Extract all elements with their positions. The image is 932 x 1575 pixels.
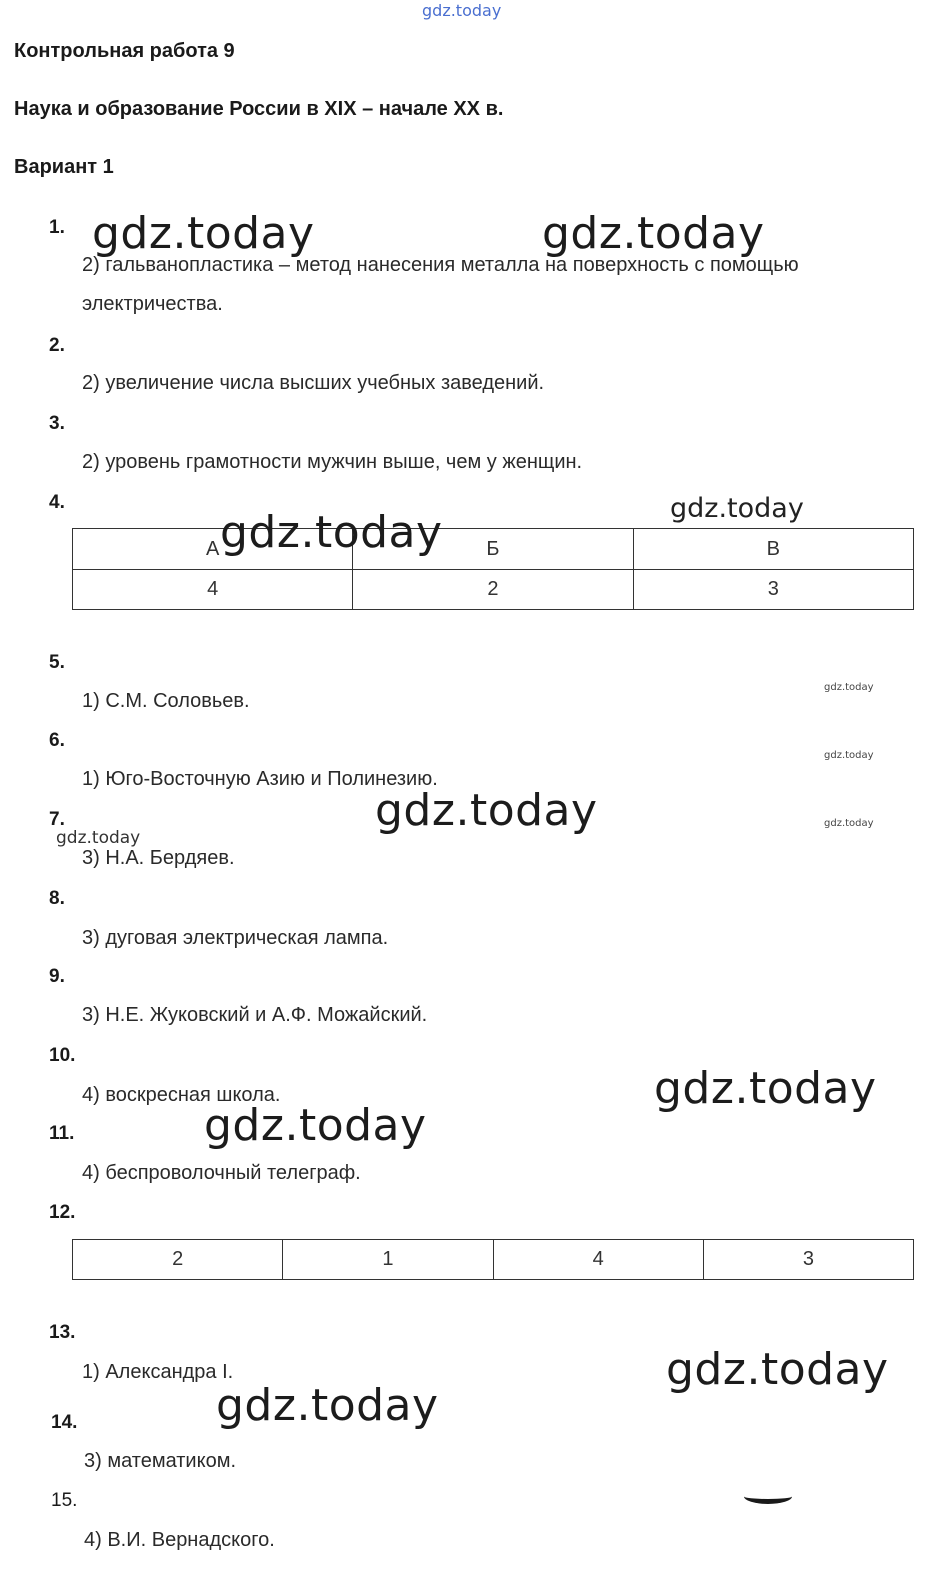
answer-text: 2) уровень грамотности мужчин выше, чем у женщин. [82, 451, 583, 473]
table-cell: 4 [73, 570, 353, 610]
topic-title: Наука и образование России в XIX – начале XX в. [14, 98, 504, 120]
answer-text: 3) Н.А. Бердяев. [82, 847, 235, 869]
question-number: 9. [49, 966, 65, 987]
question-number: 1. [49, 217, 65, 238]
watermark: gdz.today [670, 493, 804, 524]
answer-table-12 [72, 1239, 914, 1280]
watermark: gdz.today [220, 507, 443, 558]
question-number: 10. [49, 1045, 76, 1066]
watermark: gdz.today [654, 1063, 877, 1114]
watermark: gdz.today [666, 1344, 889, 1395]
answer-text: 2) увеличение числа высших учебных заведений. [82, 372, 545, 394]
work-title: Контрольная работа 9 [14, 40, 235, 62]
table-header-cell: В [633, 529, 913, 570]
answer-text: 3) математиком. [84, 1450, 237, 1472]
question-number: 6. [49, 730, 65, 751]
watermark: gdz.today [56, 828, 141, 848]
table-cell: 3 [633, 570, 913, 610]
answer-text: 1) С.М. Соловьев. [82, 690, 250, 712]
table-cell: 4 [493, 1240, 703, 1280]
answer-text: 4) воскресная школа. [82, 1084, 281, 1106]
question-number: 7. [49, 809, 65, 830]
table-cell: 2 [73, 1240, 283, 1280]
table-cell: 1 [283, 1240, 493, 1280]
watermark: gdz.today [92, 208, 315, 259]
watermark-small: gdz.today [824, 682, 874, 693]
watermark: gdz.today [375, 785, 598, 836]
variant-label: Вариант 1 [14, 156, 114, 178]
answer-text-continued: электричества. [82, 293, 223, 315]
question-number: 3. [49, 413, 65, 434]
question-number: 12. [49, 1202, 76, 1223]
question-number: 15. [51, 1490, 78, 1511]
watermark: gdz.today [204, 1100, 427, 1151]
table-cell: 2 [353, 570, 633, 610]
table-header-cell: А [73, 529, 353, 570]
watermark-top: gdz.today [422, 1, 502, 20]
question-number: 11. [49, 1123, 75, 1144]
question-number: 13. [49, 1322, 76, 1343]
question-number: 14. [51, 1412, 78, 1433]
decorative-stroke [744, 1489, 792, 1504]
answer-text: 2) гальванопластика – метод нанесения металла на поверхность с помощью [82, 254, 799, 276]
answer-text: 3) дуговая электрическая лампа. [82, 927, 389, 949]
question-number: 5. [49, 652, 65, 673]
answer-table-4 [72, 528, 914, 610]
answer-text: 4) беспроволочный телеграф. [82, 1162, 361, 1184]
answer-text: 1) Александра I. [82, 1361, 234, 1383]
watermark-small: gdz.today [824, 750, 874, 761]
question-number: 2. [49, 335, 65, 356]
answer-text: 4) В.И. Вернадского. [84, 1529, 275, 1551]
answer-text: 3) Н.Е. Жуковский и А.Ф. Можайский. [82, 1004, 428, 1026]
question-number: 8. [49, 888, 65, 909]
watermark: gdz.today [216, 1380, 439, 1431]
watermark-small: gdz.today [824, 818, 874, 829]
answer-text: 1) Юго-Восточную Азию и Полинезию. [82, 768, 438, 790]
table-cell: 3 [703, 1240, 913, 1280]
question-number: 4. [49, 492, 65, 513]
table-header-cell: Б [353, 529, 633, 570]
watermark: gdz.today [542, 208, 765, 259]
